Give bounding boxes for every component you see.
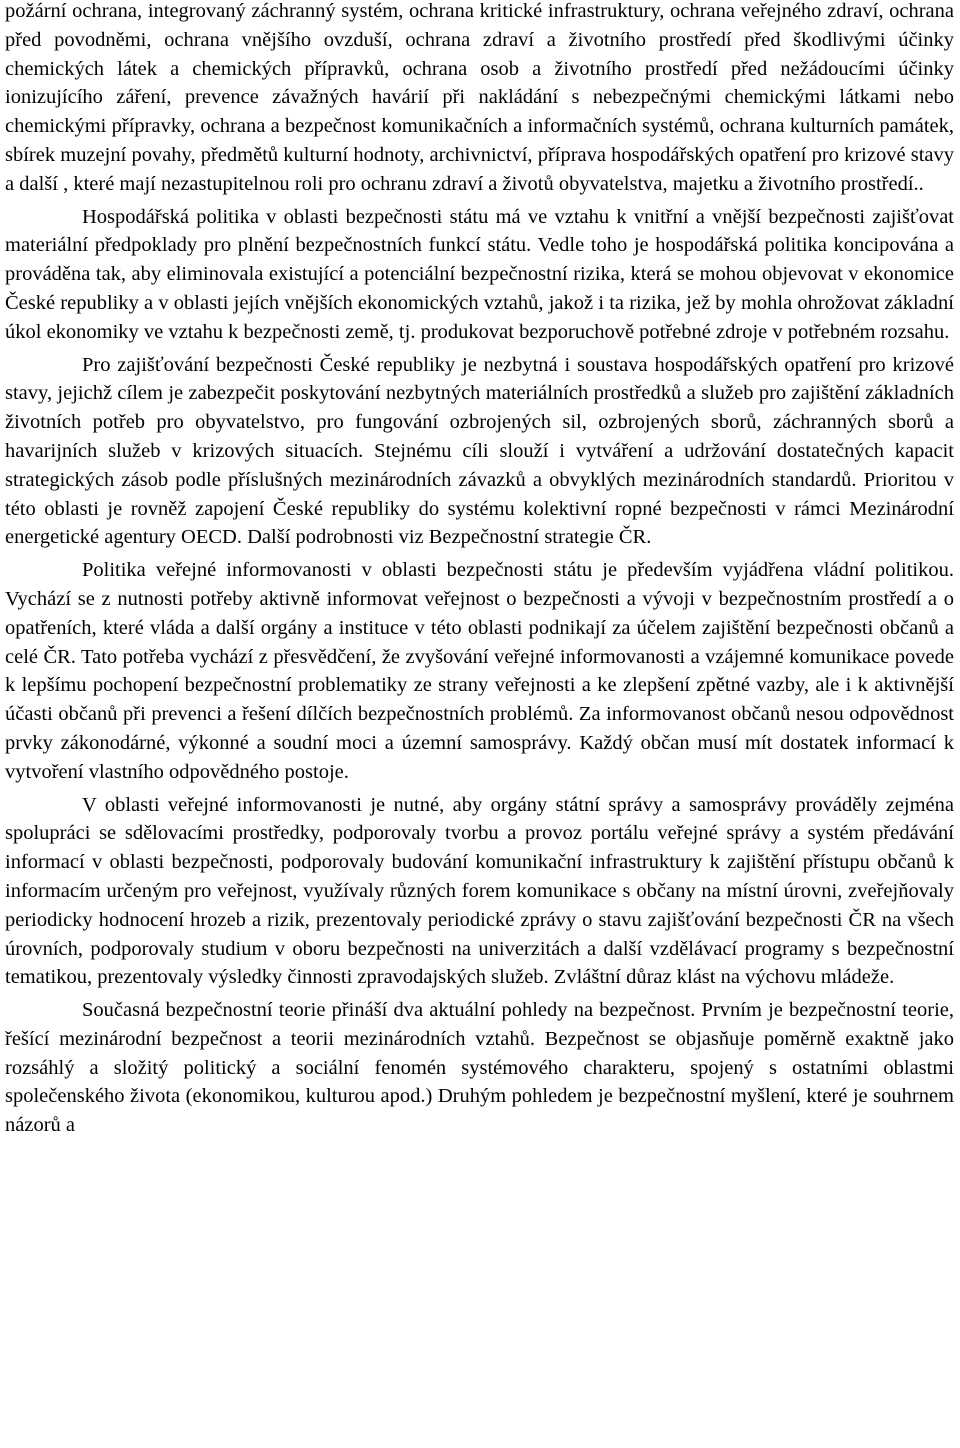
- paragraph-economic-policy: Hospodářská politika v oblasti bezpečnosti státu má ve vztahu k vnitřní a vnější bezpečnosti zajišťovat materiální předpoklady pro plnění bezpečnostních funkcí státu. Vedle toho je hospodářská politika koncipována a prováděna tak, aby eliminovala existující a potenciální bezpečnostní rizika, která se mohou objevovat v ekonomice České republiky a v oblasti jejích vnějších ekonomických vztahů, jakož i ta rizika, jež by mohla ohrožovat základní úkol ekonomiky ve vztahu k bezpečnosti země, tj. produkovat bezporuchově potřebné zdroje v potřebném rozsahu.: [5, 205, 954, 343]
- paragraph-public-information-tasks: V oblasti veřejné informovanosti je nutné, aby orgány státní správy a samosprávy prováděly zejména spolupráci se sdělovacími prostředky, podporovaly tvorbu a provoz portálu veřejné správy a systém předávání informací v oblasti bezpečnosti, podporovaly budování komunikační infrastruktury k zajištění přístupu občanů k informacím určeným pro veřejnost, využívaly různých forem komunikace s občany na místní úrovni, zveřejňovaly periodicky hodnocení hrozeb a rizik, prezentovaly periodické zprávy o stavu zajišťování bezpečnosti ČR na všech úrovních, podporovaly studium v oboru bezpečnosti na univerzitách a další vzdělávací programy s bezpečnostní tematikou, prezentovaly výsledky činnosti zpravodajských služeb. Zvláštní důraz klást na výchovu mládeže.: [5, 793, 954, 989]
- paragraph-public-information-policy: Politika veřejné informovanosti v oblasti bezpečnosti státu je především vyjádřena vládní politikou. Vychází se z nutnosti potřeby aktivně informovat veřejnost o bezpečnosti a vývoji v bezpečnostním prostředí a o opatřeních, které vláda a další orgány a instituce v této oblasti podnikají za účelem zajištění bezpečnosti občanů a celé ČR. Tato potřeba vychází z přesvědčení, že zvyšování veřejné informovanosti a vzájemné komunikace povede k lepšímu pochopení bezpečnostní problematiky ze strany veřejnosti a ke zlepšení zpětné vazby, ale i k aktivnější účasti občanů při prevenci a řešení dílčích bezpečnostních problémů. Za informovanost občanů nesou odpovědnost prvky zákonodárné, výkonné a soudní moci a územní samosprávy. Každý občan musí mít dostatek informací k vytvoření vlastního odpovědného postoje.: [5, 559, 954, 783]
- paragraph-continuation: požární ochrana, integrovaný záchranný systém, ochrana kritické infrastruktury, ochrana veřejného zdraví, ochrana před povodněmi, ochrana vnějšího ovzduší, ochrana zdraví a životního prostředí před škodlivými účinky chemických látek a chemických přípravků, ochrana osob a životního prostředí před nežádoucími účinky ionizujícího záření, prevence závažných havárií při nakládání s nebezpečnými chemickými látkami nebo chemickými přípravky, ochrana a bezpečnost komunikačních a informačních systémů, ochrana kulturních památek, sbírek muzejní povahy, předmětů kulturní hodnoty, archivnictví, příprava hospodářských opatření pro krizové stavy a další , které mají nezastupitelnou roli pro ochranu zdraví a životů obyvatelstva, majetku a životního prostředí..: [5, 0, 954, 195]
- paragraph-crisis-measures: Pro zajišťování bezpečnosti České republiky je nezbytná i soustava hospodářských opatření pro krizové stavy, jejichž cílem je zabezpečit poskytování nezbytných materiálních prostředků a služeb pro zajištění základních životních potřeb pro obyvatelstvo, pro fungování ozbrojených sil, ozbrojených sborů, záchranných sborů a havarijních služeb v krizových situacích. Stejnému cíli slouží i vytváření a udržování dostatečných kapacit strategických zásob podle příslušných mezinárodních závazků a obvyklých mezinárodních standardů. Prioritou v této oblasti je rovněž zapojení České republiky do systému kolektivní ropné bezpečnosti v rámci Mezinárodní energetické agentury OECD. Další podrobnosti viz Bezpečnostní strategie ČR.: [5, 353, 954, 549]
- paragraph-security-theory: Současná bezpečnostní teorie přináší dva aktuální pohledy na bezpečnost. Prvním je bezpečnostní teorie, řešící mezinárodní bezpečnost a teorii mezinárodních vztahů. Bezpečnost se objasňuje poměrně exaktně jako rozsáhlý a složitý politický a sociální fenomén systémového charakteru, spojený s ostatními oblastmi společenského života (ekonomikou, kulturou apod.) Druhým pohledem je bezpečnostní myšlení, které je souhrnem názorů a: [5, 999, 954, 1137]
